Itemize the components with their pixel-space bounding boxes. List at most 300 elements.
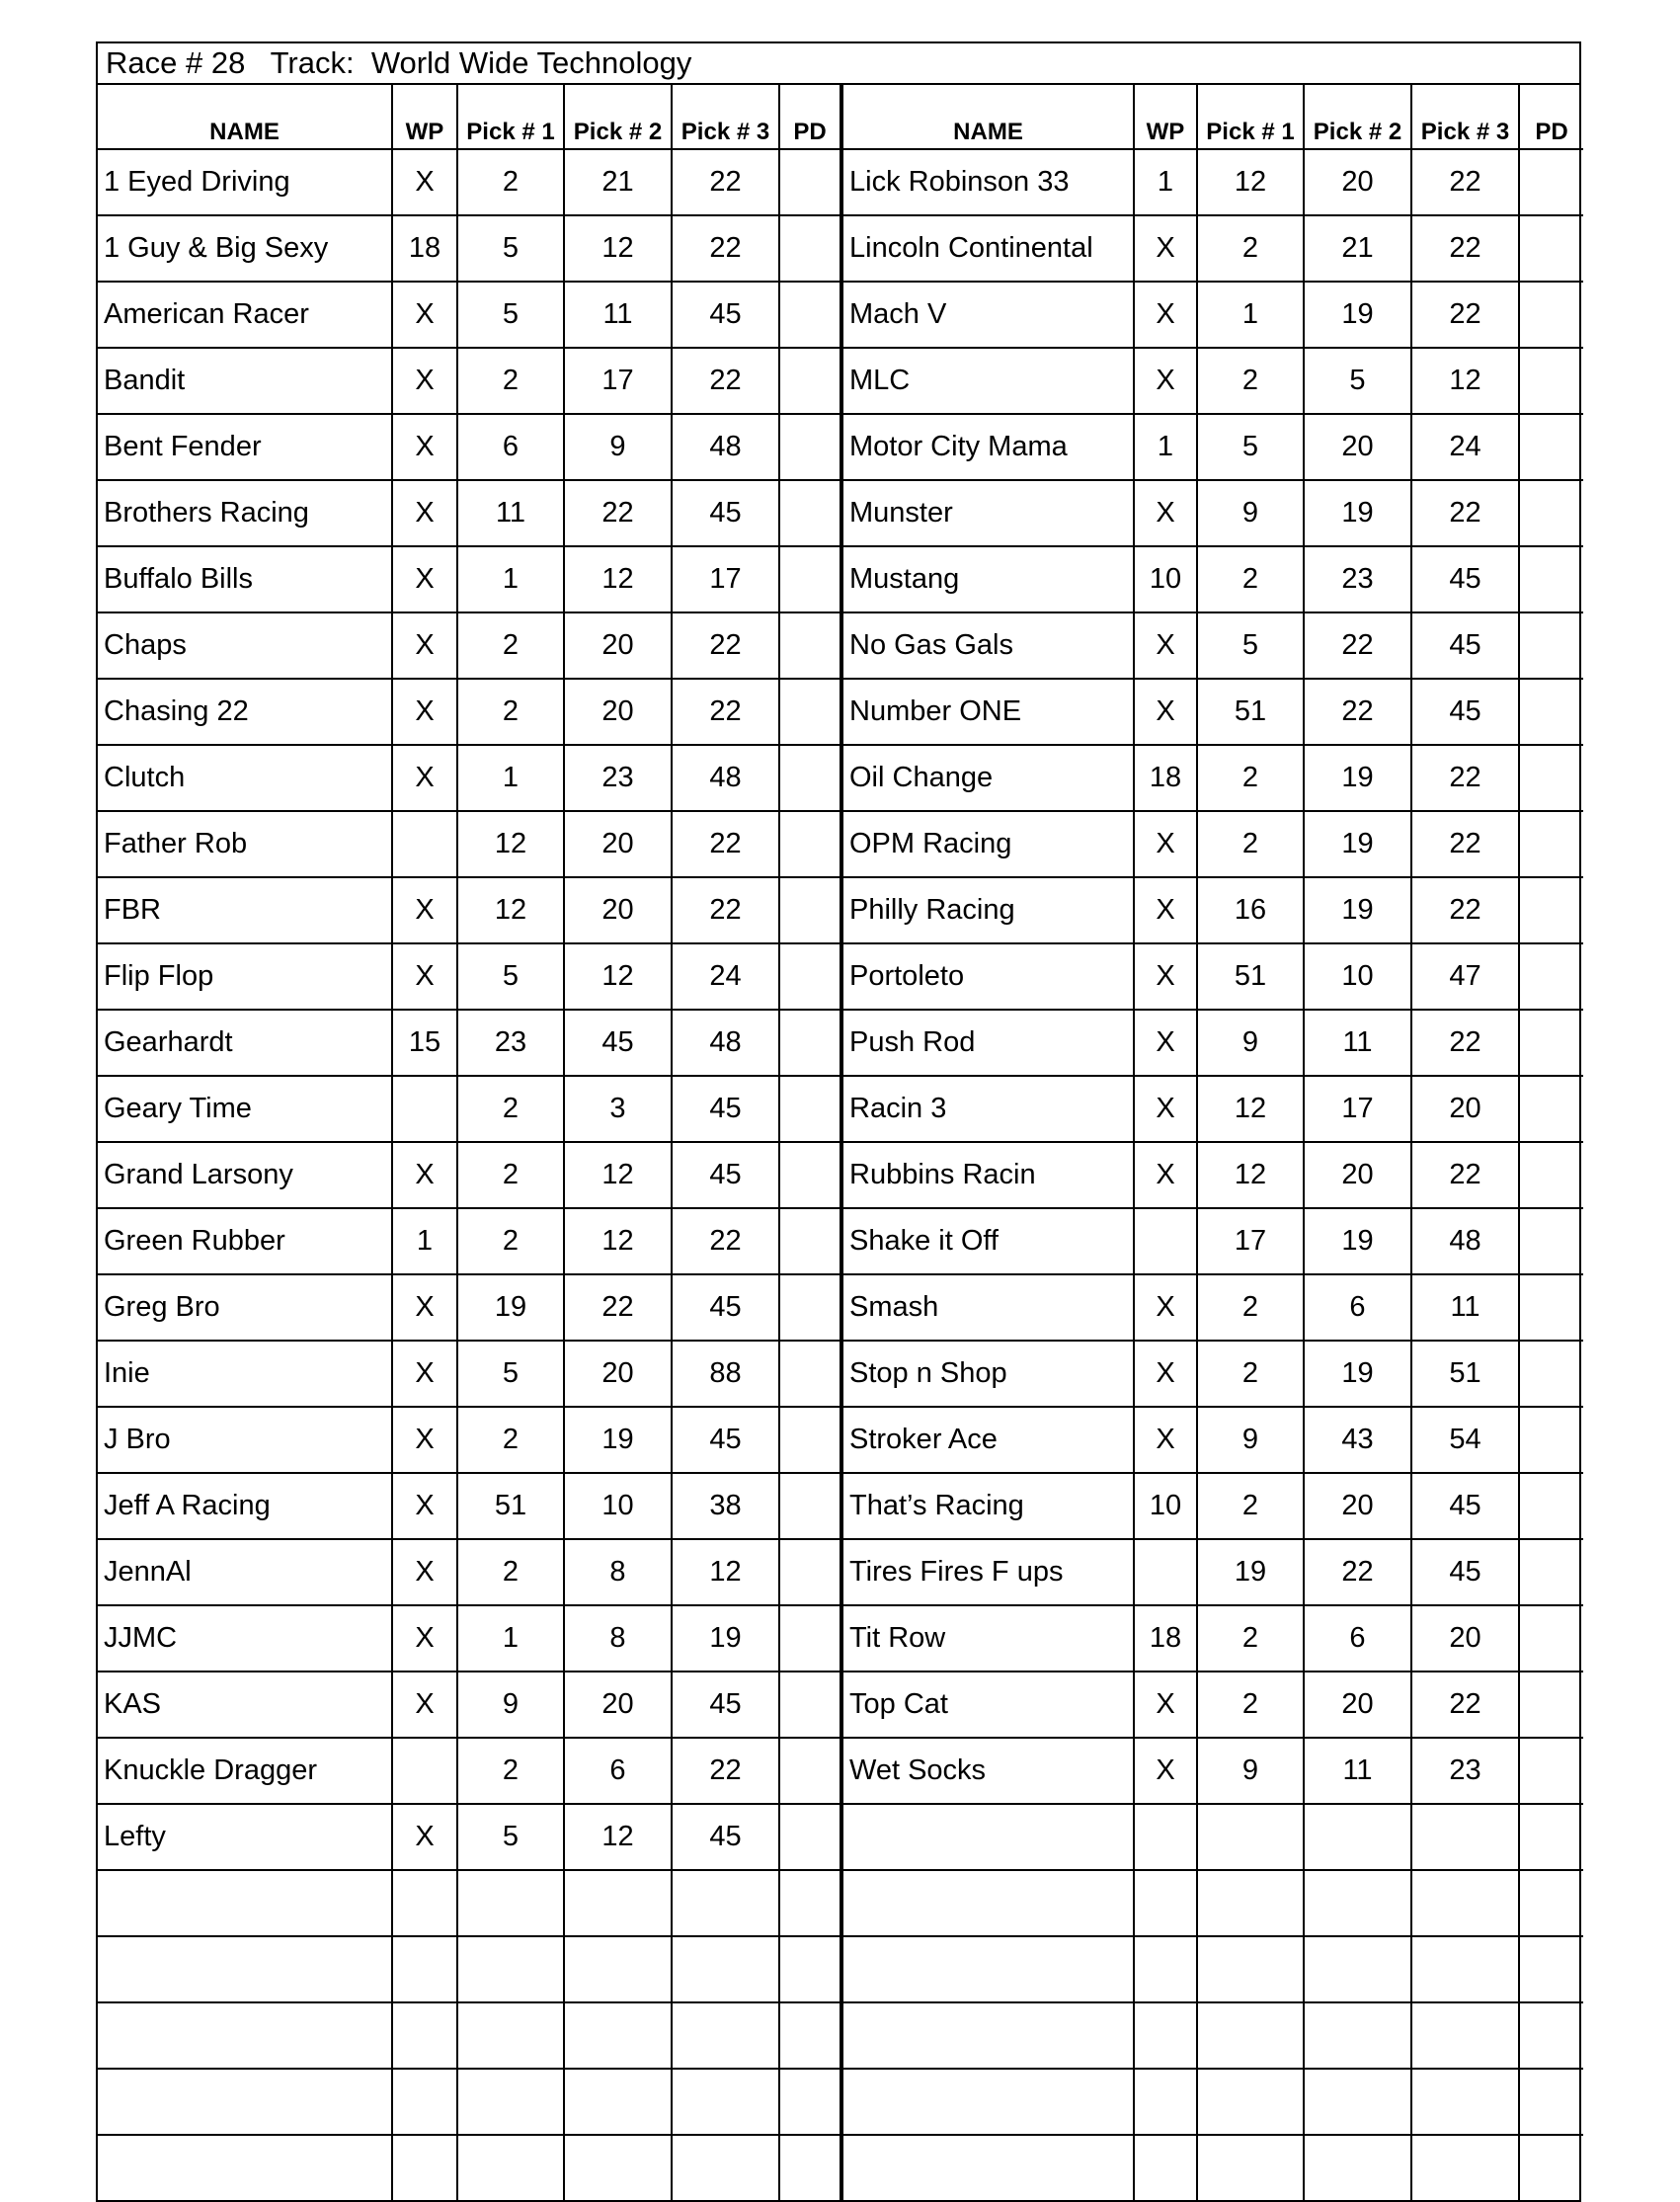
- name-cell: Knuckle Dragger: [98, 1738, 392, 1804]
- col-header-pick-2: Pick # 2: [1304, 85, 1411, 149]
- pick-3-cell: [672, 2069, 779, 2135]
- wp-cell: 18: [392, 215, 457, 282]
- wp-cell: [1134, 1539, 1197, 1605]
- pick-3-cell: [672, 2002, 779, 2069]
- wp-cell: 15: [392, 1010, 457, 1076]
- name-cell: [98, 1870, 392, 1936]
- wp-cell: [392, 2002, 457, 2069]
- pick-1-cell: 2: [457, 1539, 564, 1605]
- pick-2-cell: 19: [564, 1407, 672, 1473]
- pd-cell: [779, 877, 841, 943]
- name-cell: Chasing 22: [98, 679, 392, 745]
- wp-cell: [1134, 2069, 1197, 2135]
- pick-1-cell: 5: [1197, 414, 1304, 480]
- pd-cell: [1519, 2002, 1583, 2069]
- wp-cell: X: [1134, 215, 1197, 282]
- pick-3-cell: 45: [1411, 1539, 1519, 1605]
- wp-cell: [392, 1870, 457, 1936]
- name-cell: Push Rod: [841, 1010, 1134, 1076]
- pick-1-cell: 2: [457, 679, 564, 745]
- wp-cell: X: [392, 745, 457, 811]
- pick-1-cell: 6: [457, 414, 564, 480]
- name-cell: Portoleto: [841, 943, 1134, 1010]
- table-row: [98, 1010, 1583, 1076]
- header-row: [98, 85, 1583, 149]
- col-header-pick-2: Pick # 2: [564, 85, 672, 149]
- race-sheet: [96, 41, 1581, 2202]
- name-cell: No Gas Gals: [841, 612, 1134, 679]
- pick-1-cell: 1: [457, 546, 564, 612]
- pick-2-cell: [564, 1870, 672, 1936]
- table-row: [98, 1142, 1583, 1208]
- name-cell: Bandit: [98, 348, 392, 414]
- pick-1-cell: 51: [1197, 943, 1304, 1010]
- pick-3-cell: [1411, 2069, 1519, 2135]
- col-header-pick-3: Pick # 3: [1411, 85, 1519, 149]
- pd-cell: [779, 1936, 841, 2002]
- name-cell: Stroker Ace: [841, 1407, 1134, 1473]
- wp-cell: X: [392, 612, 457, 679]
- pick-2-cell: 19: [1304, 745, 1411, 811]
- table-row: [98, 1407, 1583, 1473]
- pick-3-cell: 22: [1411, 1010, 1519, 1076]
- pd-cell: [779, 215, 841, 282]
- pick-2-cell: 6: [564, 1738, 672, 1804]
- pd-cell: [1519, 1870, 1583, 1936]
- pick-1-cell: 2: [1197, 348, 1304, 414]
- wp-cell: 18: [1134, 1605, 1197, 1672]
- name-cell: FBR: [98, 877, 392, 943]
- pick-1-cell: 19: [457, 1274, 564, 1341]
- pick-3-cell: 22: [672, 612, 779, 679]
- pd-cell: [1519, 1142, 1583, 1208]
- pick-1-cell: 2: [457, 1142, 564, 1208]
- table-row: [98, 679, 1583, 745]
- pd-cell: [779, 943, 841, 1010]
- name-cell: Geary Time: [98, 1076, 392, 1142]
- track-label: Track:: [270, 45, 355, 80]
- col-header-name: NAME: [98, 85, 392, 149]
- table-row: [98, 1804, 1583, 1870]
- pick-2-cell: 20: [564, 1672, 672, 1738]
- pick-1-cell: 11: [457, 480, 564, 546]
- name-cell: [98, 2069, 392, 2135]
- pick-2-cell: 10: [1304, 943, 1411, 1010]
- pd-cell: [779, 1804, 841, 1870]
- wp-cell: X: [1134, 1738, 1197, 1804]
- pick-1-cell: 2: [1197, 1473, 1304, 1539]
- pd-cell: [1519, 2135, 1583, 2200]
- wp-cell: [1134, 2002, 1197, 2069]
- pick-2-cell: [1304, 2135, 1411, 2200]
- table-row: [98, 480, 1583, 546]
- pd-cell: [1519, 612, 1583, 679]
- wp-cell: X: [392, 149, 457, 215]
- pick-3-cell: 48: [672, 414, 779, 480]
- name-cell: Flip Flop: [98, 943, 392, 1010]
- pick-1-cell: 12: [1197, 1076, 1304, 1142]
- pd-cell: [779, 1341, 841, 1407]
- name-cell: KAS: [98, 1672, 392, 1738]
- pick-3-cell: 45: [672, 1407, 779, 1473]
- wp-cell: X: [1134, 1076, 1197, 1142]
- wp-cell: [392, 1936, 457, 2002]
- pd-cell: [1519, 1936, 1583, 2002]
- pick-1-cell: 2: [457, 612, 564, 679]
- name-cell: [841, 2002, 1134, 2069]
- wp-cell: X: [1134, 943, 1197, 1010]
- pick-3-cell: 22: [672, 811, 779, 877]
- name-cell: Motor City Mama: [841, 414, 1134, 480]
- pd-cell: [1519, 480, 1583, 546]
- wp-cell: [392, 2135, 457, 2200]
- pick-3-cell: [672, 1870, 779, 1936]
- pick-3-cell: 22: [1411, 282, 1519, 348]
- pd-cell: [1519, 1672, 1583, 1738]
- pick-1-cell: [1197, 2135, 1304, 2200]
- pick-3-cell: 22: [1411, 480, 1519, 546]
- pick-3-cell: 24: [672, 943, 779, 1010]
- pick-1-cell: [1197, 2069, 1304, 2135]
- wp-cell: [392, 811, 457, 877]
- wp-cell: 10: [1134, 1473, 1197, 1539]
- name-cell: Oil Change: [841, 745, 1134, 811]
- wp-cell: X: [1134, 811, 1197, 877]
- name-cell: Smash: [841, 1274, 1134, 1341]
- col-header-pick-1: Pick # 1: [1197, 85, 1304, 149]
- pick-3-cell: 22: [1411, 877, 1519, 943]
- pd-cell: [779, 1208, 841, 1274]
- name-cell: Buffalo Bills: [98, 546, 392, 612]
- race-number: 28: [210, 45, 246, 80]
- name-cell: Greg Bro: [98, 1274, 392, 1341]
- pick-3-cell: 19: [672, 1605, 779, 1672]
- pd-cell: [1519, 811, 1583, 877]
- pick-1-cell: 2: [1197, 745, 1304, 811]
- pick-3-cell: 22: [1411, 149, 1519, 215]
- pick-2-cell: 20: [1304, 1473, 1411, 1539]
- pick-2-cell: 9: [564, 414, 672, 480]
- wp-cell: [1134, 1804, 1197, 1870]
- pick-1-cell: 9: [1197, 480, 1304, 546]
- name-cell: Grand Larsony: [98, 1142, 392, 1208]
- pd-cell: [1519, 745, 1583, 811]
- pick-3-cell: [1411, 1936, 1519, 2002]
- wp-cell: [1134, 2135, 1197, 2200]
- table-row: [98, 546, 1583, 612]
- name-cell: [98, 2135, 392, 2200]
- name-cell: That’s Racing: [841, 1473, 1134, 1539]
- pick-2-cell: 17: [1304, 1076, 1411, 1142]
- wp-cell: [392, 1738, 457, 1804]
- pick-1-cell: 5: [457, 1341, 564, 1407]
- pick-2-cell: 11: [564, 282, 672, 348]
- pd-cell: [779, 1605, 841, 1672]
- pd-cell: [779, 2069, 841, 2135]
- pick-2-cell: 20: [564, 612, 672, 679]
- pick-3-cell: 17: [672, 546, 779, 612]
- wp-cell: [1134, 1208, 1197, 1274]
- pick-1-cell: 2: [457, 1407, 564, 1473]
- pick-3-cell: 38: [672, 1473, 779, 1539]
- table-row: [98, 943, 1583, 1010]
- wp-cell: X: [1134, 1341, 1197, 1407]
- name-cell: [98, 2002, 392, 2069]
- pick-2-cell: 20: [1304, 1672, 1411, 1738]
- pick-2-cell: 45: [564, 1010, 672, 1076]
- pick-1-cell: 12: [457, 877, 564, 943]
- name-cell: Tires Fires F ups: [841, 1539, 1134, 1605]
- pd-cell: [1519, 1407, 1583, 1473]
- table-row: [98, 1539, 1583, 1605]
- name-cell: OPM Racing: [841, 811, 1134, 877]
- pd-cell: [1519, 414, 1583, 480]
- pick-2-cell: [1304, 1870, 1411, 1936]
- wp-cell: X: [392, 1804, 457, 1870]
- pick-3-cell: 45: [672, 282, 779, 348]
- pick-3-cell: 22: [672, 1208, 779, 1274]
- pd-cell: [1519, 1274, 1583, 1341]
- pick-1-cell: 51: [457, 1473, 564, 1539]
- pick-2-cell: 20: [564, 679, 672, 745]
- name-cell: [841, 2069, 1134, 2135]
- pick-2-cell: [1304, 1804, 1411, 1870]
- col-header-wp: WP: [392, 85, 457, 149]
- pick-3-cell: 45: [1411, 546, 1519, 612]
- col-header-name: NAME: [841, 85, 1134, 149]
- pick-2-cell: [1304, 1936, 1411, 2002]
- pd-cell: [1519, 943, 1583, 1010]
- name-cell: Chaps: [98, 612, 392, 679]
- wp-cell: X: [1134, 282, 1197, 348]
- name-cell: Green Rubber: [98, 1208, 392, 1274]
- table-row: [98, 2135, 1583, 2200]
- pick-3-cell: 11: [1411, 1274, 1519, 1341]
- wp-cell: 10: [1134, 546, 1197, 612]
- pick-3-cell: [1411, 2135, 1519, 2200]
- pick-2-cell: [564, 2002, 672, 2069]
- wp-cell: X: [1134, 1274, 1197, 1341]
- pd-cell: [779, 1407, 841, 1473]
- pd-cell: [1519, 546, 1583, 612]
- pick-1-cell: 2: [457, 348, 564, 414]
- pick-1-cell: [1197, 1870, 1304, 1936]
- pd-cell: [779, 348, 841, 414]
- wp-cell: X: [392, 282, 457, 348]
- pick-1-cell: [1197, 1804, 1304, 1870]
- pick-3-cell: 22: [672, 149, 779, 215]
- table-row: [98, 348, 1583, 414]
- pick-1-cell: 23: [457, 1010, 564, 1076]
- pick-3-cell: 23: [1411, 1738, 1519, 1804]
- pick-1-cell: 5: [1197, 612, 1304, 679]
- table-row: [98, 1341, 1583, 1407]
- pick-2-cell: 20: [1304, 149, 1411, 215]
- pick-1-cell: 51: [1197, 679, 1304, 745]
- pick-1-cell: 9: [1197, 1407, 1304, 1473]
- wp-cell: X: [392, 1142, 457, 1208]
- pick-2-cell: 22: [1304, 1539, 1411, 1605]
- wp-cell: [1134, 1870, 1197, 1936]
- pick-1-cell: 2: [1197, 546, 1304, 612]
- pick-1-cell: 12: [457, 811, 564, 877]
- pick-1-cell: 5: [457, 215, 564, 282]
- wp-cell: 1: [392, 1208, 457, 1274]
- name-cell: 1 Guy & Big Sexy: [98, 215, 392, 282]
- pd-cell: [1519, 679, 1583, 745]
- pick-2-cell: 12: [564, 1142, 672, 1208]
- table-row: [98, 2069, 1583, 2135]
- pick-3-cell: 24: [1411, 414, 1519, 480]
- name-cell: Munster: [841, 480, 1134, 546]
- wp-cell: X: [392, 1605, 457, 1672]
- wp-cell: [392, 1076, 457, 1142]
- pick-1-cell: [457, 2002, 564, 2069]
- pd-cell: [779, 414, 841, 480]
- pd-cell: [779, 2002, 841, 2069]
- pick-2-cell: [1304, 2002, 1411, 2069]
- pd-cell: [779, 1672, 841, 1738]
- pick-3-cell: 45: [1411, 679, 1519, 745]
- pick-3-cell: 48: [672, 745, 779, 811]
- pd-cell: [779, 282, 841, 348]
- pick-2-cell: 21: [564, 149, 672, 215]
- picks-table-body: [98, 149, 1583, 2200]
- table-row: [98, 612, 1583, 679]
- name-cell: Mach V: [841, 282, 1134, 348]
- pick-3-cell: [672, 2135, 779, 2200]
- pick-3-cell: [672, 1936, 779, 2002]
- table-row: [98, 1738, 1583, 1804]
- pick-3-cell: 48: [1411, 1208, 1519, 1274]
- pick-1-cell: 2: [1197, 1274, 1304, 1341]
- name-cell: Bent Fender: [98, 414, 392, 480]
- pick-1-cell: [457, 1870, 564, 1936]
- pick-1-cell: 12: [1197, 149, 1304, 215]
- pick-2-cell: 20: [564, 877, 672, 943]
- pick-3-cell: [1411, 1804, 1519, 1870]
- table-row: [98, 1208, 1583, 1274]
- wp-cell: X: [392, 414, 457, 480]
- pick-3-cell: 22: [1411, 745, 1519, 811]
- pick-3-cell: 22: [1411, 811, 1519, 877]
- pick-3-cell: 22: [672, 215, 779, 282]
- col-header-pd: PD: [779, 85, 841, 149]
- pick-2-cell: 8: [564, 1605, 672, 1672]
- pick-1-cell: [457, 1936, 564, 2002]
- pick-2-cell: 12: [564, 1804, 672, 1870]
- name-cell: Top Cat: [841, 1672, 1134, 1738]
- pick-2-cell: 11: [1304, 1010, 1411, 1076]
- col-header-pd: PD: [1519, 85, 1583, 149]
- name-cell: J Bro: [98, 1407, 392, 1473]
- name-cell: Mustang: [841, 546, 1134, 612]
- pick-2-cell: 22: [1304, 612, 1411, 679]
- pick-3-cell: 22: [672, 1738, 779, 1804]
- pick-2-cell: 20: [564, 1341, 672, 1407]
- pd-cell: [779, 480, 841, 546]
- name-cell: Brothers Racing: [98, 480, 392, 546]
- name-cell: Gearhardt: [98, 1010, 392, 1076]
- name-cell: Racin 3: [841, 1076, 1134, 1142]
- wp-cell: [1134, 1936, 1197, 2002]
- name-cell: Rubbins Racin: [841, 1142, 1134, 1208]
- pick-1-cell: [1197, 1936, 1304, 2002]
- pick-2-cell: 5: [1304, 348, 1411, 414]
- pd-cell: [779, 1142, 841, 1208]
- pick-1-cell: 2: [457, 1076, 564, 1142]
- name-cell: [841, 1804, 1134, 1870]
- pick-3-cell: 22: [1411, 215, 1519, 282]
- pick-1-cell: 5: [457, 943, 564, 1010]
- wp-cell: 18: [1134, 745, 1197, 811]
- pd-cell: [1519, 1804, 1583, 1870]
- pd-cell: [779, 546, 841, 612]
- wp-cell: X: [1134, 1672, 1197, 1738]
- pick-2-cell: 12: [564, 215, 672, 282]
- wp-cell: X: [392, 348, 457, 414]
- name-cell: Tit Row: [841, 1605, 1134, 1672]
- pick-3-cell: 45: [1411, 1473, 1519, 1539]
- name-cell: Number ONE: [841, 679, 1134, 745]
- pick-3-cell: [1411, 1870, 1519, 1936]
- pick-3-cell: 45: [672, 1804, 779, 1870]
- table-row: [98, 877, 1583, 943]
- wp-cell: X: [392, 1407, 457, 1473]
- pick-3-cell: 47: [1411, 943, 1519, 1010]
- pick-2-cell: 23: [1304, 546, 1411, 612]
- pick-2-cell: 22: [1304, 679, 1411, 745]
- pick-1-cell: 2: [457, 1738, 564, 1804]
- pick-3-cell: 22: [1411, 1142, 1519, 1208]
- pick-2-cell: 23: [564, 745, 672, 811]
- pd-cell: [779, 1010, 841, 1076]
- table-row: [98, 414, 1583, 480]
- wp-cell: X: [392, 480, 457, 546]
- pick-2-cell: 19: [1304, 1341, 1411, 1407]
- wp-cell: X: [1134, 480, 1197, 546]
- name-cell: Jeff A Racing: [98, 1473, 392, 1539]
- table-row: [98, 282, 1583, 348]
- pick-2-cell: 19: [1304, 282, 1411, 348]
- pick-1-cell: 9: [1197, 1010, 1304, 1076]
- wp-cell: X: [1134, 1142, 1197, 1208]
- name-cell: Inie: [98, 1341, 392, 1407]
- pick-2-cell: 6: [1304, 1274, 1411, 1341]
- pick-1-cell: 12: [1197, 1142, 1304, 1208]
- pick-1-cell: 19: [1197, 1539, 1304, 1605]
- pick-1-cell: 2: [1197, 1605, 1304, 1672]
- table-row: [98, 745, 1583, 811]
- pick-2-cell: 3: [564, 1076, 672, 1142]
- pd-cell: [1519, 1539, 1583, 1605]
- pick-1-cell: 2: [1197, 1672, 1304, 1738]
- pick-3-cell: 45: [1411, 612, 1519, 679]
- pd-cell: [1519, 1605, 1583, 1672]
- table-row: [98, 149, 1583, 215]
- pick-2-cell: 19: [1304, 877, 1411, 943]
- table-row: [98, 1936, 1583, 2002]
- name-cell: [841, 1870, 1134, 1936]
- name-cell: Wet Socks: [841, 1738, 1134, 1804]
- pd-cell: [779, 2135, 841, 2200]
- pick-1-cell: 5: [457, 1804, 564, 1870]
- pick-2-cell: [1304, 2069, 1411, 2135]
- pick-3-cell: 22: [672, 877, 779, 943]
- pick-2-cell: 19: [1304, 1208, 1411, 1274]
- wp-cell: X: [392, 1473, 457, 1539]
- wp-cell: X: [1134, 877, 1197, 943]
